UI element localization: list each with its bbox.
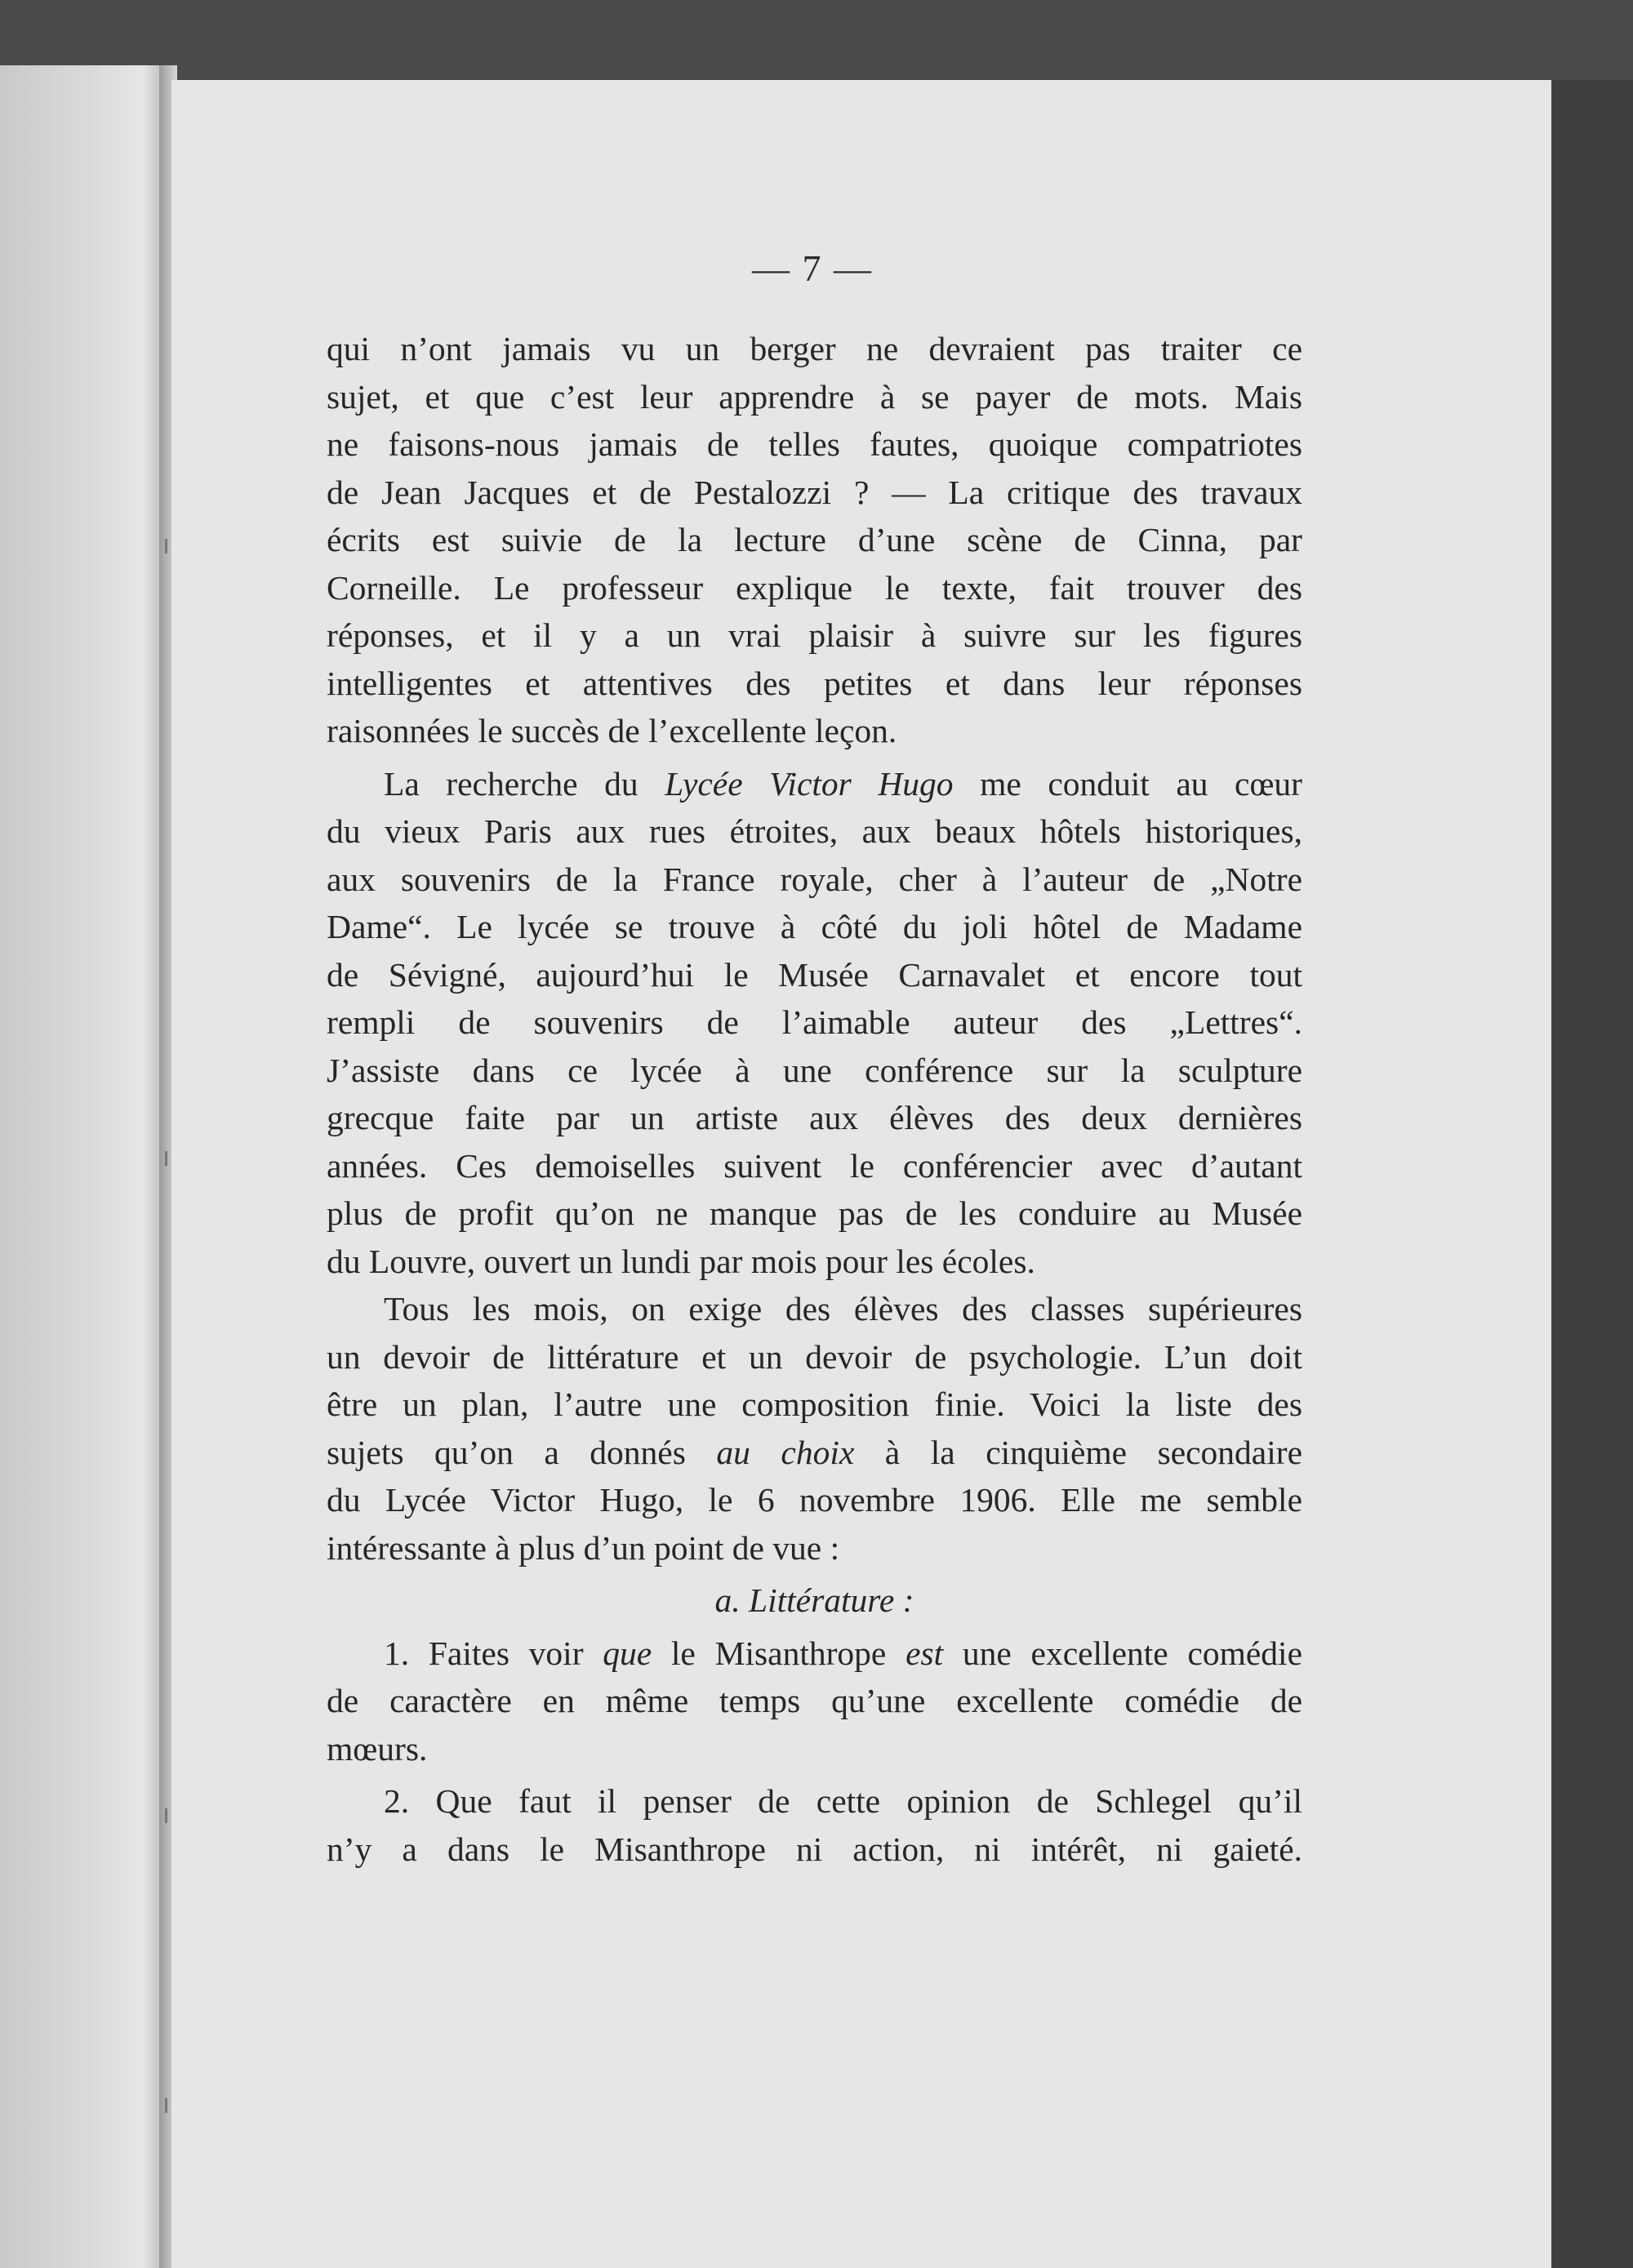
text-line: grecque faite par un artiste aux élèves des deux dernières <box>327 1099 1302 1136</box>
page-background-edge <box>1551 80 1633 2268</box>
text-line: un devoir de littérature et un devoir de psychologie. L’un doit <box>327 1337 1302 1376</box>
italic-phrase: au choix <box>716 1433 855 1471</box>
text-span: sujets qu’on a donnés <box>327 1433 717 1471</box>
text-line <box>327 760 1302 808</box>
text-line: 2. Que faut il penser de cette opinion de Schlegel qu’il <box>384 1782 1302 1820</box>
text-span: une excellente comédie <box>943 1634 1302 1672</box>
text-line: Dame“. Le lycée se trouve à côté du joli hôtel de Madame <box>327 908 1302 945</box>
margin-mark <box>165 539 167 554</box>
text-span: 1. Faites voir <box>384 1634 603 1672</box>
page-number: — 7 — <box>752 247 873 289</box>
text-line: qui n’ont jamais vu un berger ne devraient pas traiter ce <box>327 330 1302 367</box>
text-line: réponses, et il y a un vrai plaisir à suivre sur les figures <box>327 616 1302 654</box>
text-line: être un plan, l’autre une composition finie. Voici la liste des <box>327 1385 1302 1423</box>
text-line: intéressante à plus d’un point de vue : <box>327 1528 840 1567</box>
text-line: J’assiste dans ce lycée à une conférence sur la sculpture <box>327 1051 1302 1089</box>
text-line: du Louvre, ouvert un lundi par mois pour les écoles. <box>327 1242 1035 1280</box>
text-line: raisonnées le succès de l’excellente leçon. <box>327 712 897 749</box>
text-line: du Lycée Victor Hugo, le 6 novembre 1906. Elle me semble <box>327 1481 1302 1519</box>
margin-mark <box>165 1151 167 1166</box>
italic-word: que <box>603 1634 652 1672</box>
margin-mark <box>165 1808 167 1823</box>
text-line <box>327 1630 1302 1678</box>
text-line: sujet, et que c’est leur apprendre à se payer de mots. Mais <box>327 377 1302 416</box>
left-page-edge <box>0 65 167 2268</box>
text-line: ne faisons-nous jamais de telles fautes, quoique compatriotes <box>327 425 1302 463</box>
text-span: le Misanthrope <box>652 1634 906 1672</box>
text-line: écrits est suivie de la lecture d’une scène de Cinna, par <box>327 521 1302 558</box>
page-text <box>327 325 1302 1873</box>
text-line: n’y a dans le Misanthrope ni action, ni intérêt, ni gaieté. <box>327 1830 1302 1868</box>
text-line: du vieux Paris aux rues étroites, aux beaux hôtels historiques, <box>327 812 1302 850</box>
text-line <box>327 1429 1302 1477</box>
text-line: Corneille. Le professeur explique le texte, fait trouver des <box>327 568 1302 607</box>
text-span: à la cinquième secondaire <box>854 1433 1302 1471</box>
text-line: Tous les mois, on exige des élèves des classes supérieures <box>384 1290 1302 1327</box>
text-span: La recherche du <box>384 764 665 803</box>
text-line: de Jean Jacques et de Pestalozzi ? — La critique des travaux <box>327 473 1302 511</box>
text-line: de Sévigné, aujourd’hui le Musée Carnavalet et encore tout <box>327 955 1302 994</box>
text-line: intelligentes et attentives des petites et dans leur réponses <box>327 664 1302 702</box>
text-span: me conduit au cœur <box>953 764 1302 803</box>
text-line: années. Ces demoiselles suivent le conférencier avec d’autant <box>327 1146 1302 1185</box>
text-line: mœurs. <box>327 1729 428 1768</box>
text-line: de caractère en même temps qu’une excellente comédie de <box>327 1682 1302 1719</box>
text-line: rempli de souvenirs de l’aimable auteur des „Lettres“. <box>327 1003 1302 1041</box>
italic-title: Lycée Victor Hugo <box>665 764 954 803</box>
text-line: plus de profit qu’on ne manque pas de les conduire au Musée <box>327 1194 1302 1232</box>
italic-word: est <box>905 1634 944 1672</box>
text-line: aux souvenirs de la France royale, cher à l’auteur de „Notre <box>327 860 1302 898</box>
margin-mark <box>165 2098 167 2113</box>
section-heading: a. Littérature : <box>714 1581 914 1619</box>
